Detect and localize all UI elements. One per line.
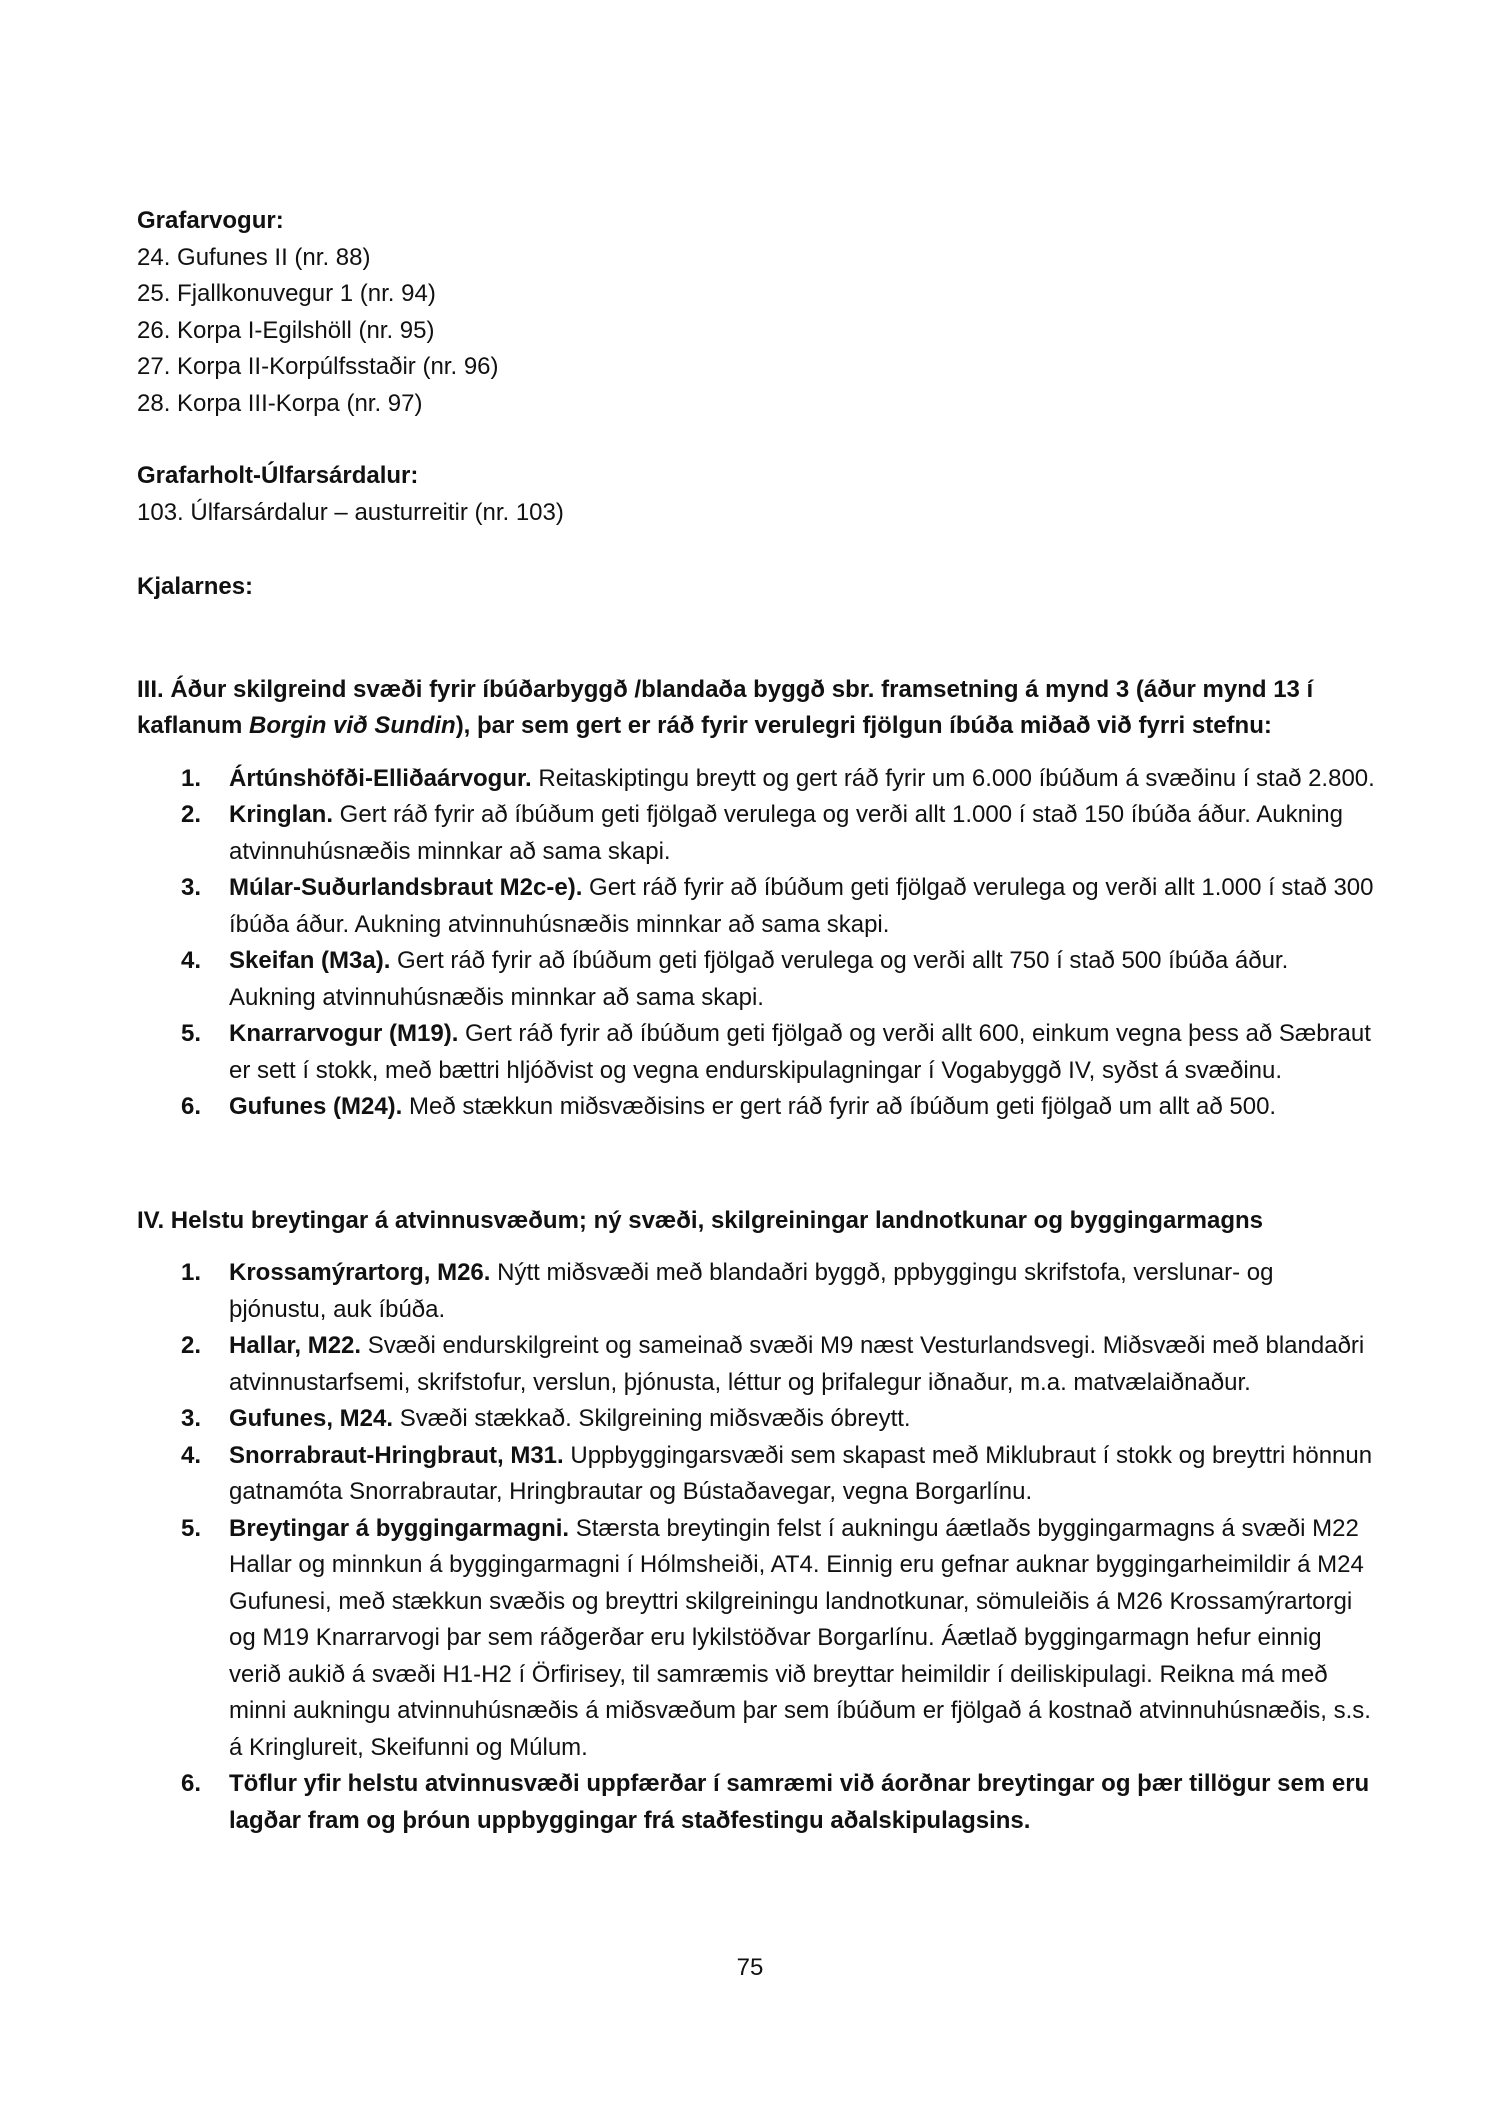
item-lead: Gufunes, M24. (229, 1405, 394, 1432)
item-number: 1. (181, 764, 202, 792)
item-number: 1. (181, 1259, 202, 1286)
item-number: 2. (181, 801, 202, 828)
section-title-4: IV. Helstu breytingar á atvinnusvæðum; ný svæði, skilgreiningar landnotkunar og byggingarmagns (137, 1206, 1264, 1234)
item-text: Reitaskiptingu breytt og gert ráð fyrir um 6.000 íbúðum á svæðinu í stað 2.800. (531, 764, 1375, 792)
page-content (137, 203, 1377, 1839)
item-number: 3. (181, 1405, 202, 1432)
list-item (137, 1089, 1377, 1126)
item-lead: Kringlan. (229, 801, 334, 828)
item-lead: Knarrarvogur (M19). (229, 1020, 459, 1047)
section-4-list (137, 1255, 1377, 1839)
item-lead: Töflur yfir helstu atvinnusvæði uppfærðar í samræmi við áorðnar breytingar og þær tillögur sem eru lagðar fram og þróun uppbyggingar frá staðfestingu aðalskipulagsins. (229, 1770, 1370, 1834)
item-number: 5. (181, 1020, 202, 1047)
section-heading-grafarvogur: Grafarvogur: (137, 207, 284, 234)
section-heading-grafarholt: Grafarholt-Úlfarsárdalur: (137, 462, 419, 489)
item-number: 5. (181, 1514, 202, 1542)
item-text: Gert ráð fyrir að íbúðum geti fjölgað verulega og verði allt 1.000 í stað 300 íbúða áður. Aukning atvinnuhúsnæðis minnkar að sama skapi. (229, 874, 1374, 938)
list-line: 27. Korpa II-Korpúlfsstaðir (nr. 96) (137, 353, 499, 380)
list-item (137, 1401, 1377, 1438)
item-number: 2. (181, 1332, 202, 1359)
section-title-3-italic: Borgin við Sundin (249, 712, 456, 739)
section-heading-kjalarnes: Kjalarnes: (137, 573, 254, 600)
section-title-3-part2: ), þar sem gert er ráð fyrir verulegri fjölgun íbúða miðað við fyrri stefnu: (455, 712, 1272, 739)
list-line: 26. Korpa I-Egilshöll (nr. 95) (137, 316, 435, 344)
list-line: 24. Gufunes II (nr. 88) (137, 243, 371, 271)
list-item (137, 1511, 1377, 1767)
list-item (137, 943, 1377, 1016)
item-lead: Hallar, M22. (229, 1332, 362, 1359)
item-text: Gert ráð fyrir að íbúðum geti fjölgað og verði allt 600, einkum vegna þess að Sæbraut er sett í stokk, með bættri hljóðvist og vegna endurskipulagningar í Vogabyggð IV, syðst á svæðinu. (229, 1020, 1371, 1084)
list-line: 28. Korpa III-Korpa (nr. 97) (137, 389, 423, 417)
section-title-3-part1: III. Áður skilgreind svæði fyrir íbúðarbyggð /blandaða byggð sbr. framsetning á mynd 3 (áður mynd 13 í kaflanum (137, 675, 1314, 739)
page-number: 75 (736, 1954, 764, 1981)
list-item (137, 1438, 1377, 1511)
item-number: 3. (181, 874, 202, 901)
item-number: 6. (181, 1770, 202, 1797)
list-line: 25. Fjallkonuvegur 1 (nr. 94) (137, 280, 436, 307)
item-text: Svæði stækkað. Skilgreining miðsvæðis óbreytt. (393, 1405, 911, 1432)
list-item (137, 870, 1377, 943)
item-text: Gert ráð fyrir að íbúðum geti fjölgað verulega og verði allt 1.000 í stað 150 íbúða áður. Aukning atvinnuhúsnæðis minnkar að sama skapi. (229, 801, 1343, 865)
item-text: Með stækkun miðsvæðisins er gert ráð fyrir að íbúðum geti fjölgað um allt að 500. (402, 1093, 1277, 1120)
item-lead: Múlar-Suðurlandsbraut M2c-e). (229, 874, 583, 901)
item-number: 4. (181, 1441, 202, 1469)
item-text: Uppbyggingarsvæði sem skapast með Miklubraut í stokk og breyttri hönnun gatnamóta Snorrabrautar, Hringbrautar og Bústaðavegar, vegna Borgarlínu. (229, 1441, 1373, 1505)
item-lead: Gufunes (M24). (229, 1093, 403, 1120)
list-line: 103. Úlfarsárdalur – austurreitir (nr. 103) (137, 498, 564, 526)
list-item (137, 1016, 1377, 1089)
section-3-list (137, 761, 1377, 1126)
list-item (137, 1255, 1377, 1328)
list-item (137, 797, 1377, 870)
item-lead: Ártúnshöfði-Elliðaárvogur. (229, 764, 532, 792)
item-text: Svæði endurskilgreint og sameinað svæði M9 næst Vesturlandsvegi. Miðsvæði með blandaðri atvinnustarfsemi, skrifstofur, verslun, þjónusta, léttur og þrifalegur iðnaður, m.a. matvælaiðnaður. (229, 1332, 1365, 1396)
item-text: Stærsta breytingin felst í aukningu áætlaðs byggingarmagns á svæði M22 Hallar og minnkun á byggingarmagni í Hólmsheiði, AT4. Einnig eru gefnar auknar byggingarheimildir á M24 Gufunesi, með stækkun svæðis og breyttri skilgreiningu landnotkunar, sömuleiðis á M26 Krossamýrartorgi og M19 Knarrarvogi þar sem ráðgerðar eru lykilstöðvar Borgarlínu. Áætlað byggingarmagn hefur einnig verið aukið á svæði H1-H2 í Örfirisey, til samræmis við breyttar heimildir í deiliskipulagi. Reikna má með minni aukningu atvinnuhúsnæðis á miðsvæðum þar sem íbúðum er fjölgað á kostnað atvinnuhúsnæðis, s.s. á Kringlureit, Skeifunni og Múlum. (229, 1514, 1371, 1761)
item-lead: Snorrabraut-Hringbraut, M31. (229, 1441, 564, 1469)
list-item (137, 761, 1377, 798)
item-lead: Skeifan (M3a). (229, 947, 391, 974)
item-number: 6. (181, 1093, 202, 1120)
item-lead: Breytingar á byggingarmagni. (229, 1514, 570, 1542)
list-item (137, 1766, 1377, 1839)
item-text: Nýtt miðsvæði með blandaðri byggð, ppbyggingu skrifstofa, verslunar- og þjónustu, auk íbúða. (229, 1259, 1274, 1323)
section-title-3 (137, 672, 1377, 745)
item-text: Gert ráð fyrir að íbúðum geti fjölgað verulega og verði allt 750 í stað 500 íbúða áður. Aukning atvinnuhúsnæðis minnkar að sama skapi. (229, 947, 1289, 1011)
item-number: 4. (181, 947, 202, 974)
list-item (137, 1328, 1377, 1401)
item-lead: Krossamýrartorg, M26. (229, 1259, 491, 1286)
